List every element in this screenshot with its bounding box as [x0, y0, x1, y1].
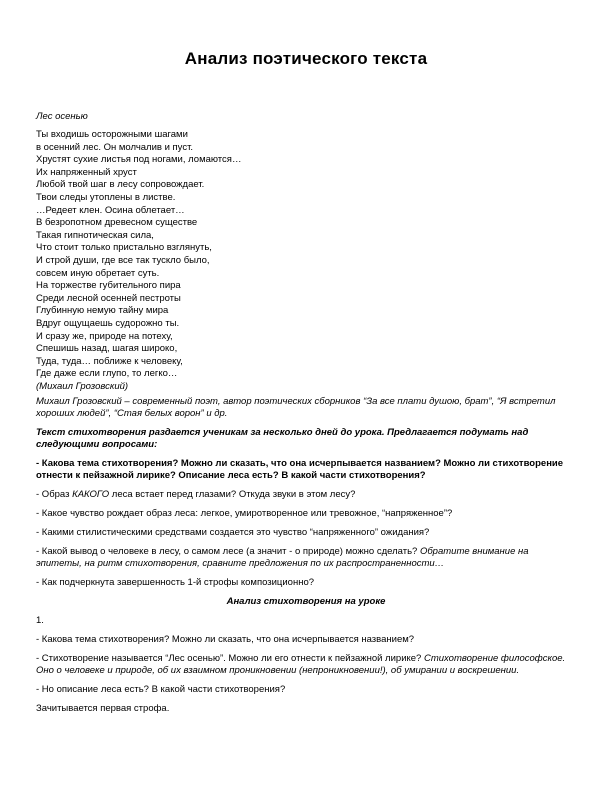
poem-line: И сразу же, природе на потеху,: [36, 330, 173, 342]
author-note-book: “За все плати душою, брат”: [363, 396, 492, 407]
question-5-hint: Обратите внимание на эпитеты, на ритм стихотворения, сравните предложения по их распространенности…: [36, 546, 529, 569]
poem-line: Ты входишь осторожными шагами: [36, 129, 188, 140]
poem-line: Спешишь назад, шагая широко,: [36, 343, 178, 355]
poem-line: Что стоит только пристально взглянуть,: [36, 242, 212, 254]
poem-line: В безропотном древесном существе: [36, 217, 198, 229]
lesson-heading: Анализ стихотворения на уроке: [226, 596, 386, 607]
poem-line: Глубинную немую тайну мира: [36, 305, 169, 317]
question-2: [36, 489, 576, 501]
question-5: [36, 546, 576, 570]
intro-paragraph: Текст стихотворения раздается ученикам за несколько дней до урока. Предлагается подумать над следующими вопросами:: [36, 427, 529, 450]
author-note-book: “Я встретил хороших людей”: [36, 396, 556, 419]
lesson-question-2-text: - Стихотворение называется “Лес осенью”. Можно ли его отнести к пейзажной лирике?: [36, 653, 424, 664]
poem-line: …Редеет клен. Осина облетает…: [36, 204, 185, 216]
question-1: - Какова тема стихотворения? Можно ли сказать, что она исчерпывается названием? Можно ли стихотворение отнести к пейзажной лирике? Описание леса есть? В какой части стихотворения?: [36, 458, 564, 481]
poem-line: Такая гипнотическая сила,: [36, 229, 154, 241]
poem-text: [36, 129, 576, 393]
question-4: - Какими стилистическими средствами создается это чувство “напряженного” ожидания?: [36, 527, 430, 538]
poem-title: Лес осенью: [36, 111, 88, 122]
author-note-sep: ,: [491, 396, 497, 407]
lesson-number: 1.: [36, 615, 44, 626]
author-note: [36, 396, 576, 420]
poem-line: в осенний лес. Он молчалив и пуст.: [36, 141, 194, 153]
poem-line: Туда, туда… поближе к человеку,: [36, 355, 183, 367]
question-3: - Какое чувство рождает образ леса: легкое, умиротворенное или тревожное, “напряженное”?: [36, 508, 453, 519]
poem-line: Среди лесной осенней пестроты: [36, 292, 181, 304]
lesson-note: Зачитывается первая строфа.: [36, 703, 170, 714]
author-note-text: Михаил Грозовский – современный поэт, автор поэтических сборников: [36, 396, 364, 407]
lesson-question-2-answer: Стихотворение философское. Оно о человеке и природе, об их взаимном проникновении (непроникновении!), об умирании и воскрешении.: [36, 653, 566, 676]
poem-author: (Михаил Грозовский): [36, 380, 129, 392]
page-title: Анализ поэтического текста: [184, 49, 428, 68]
poem-line: Их напряженный хруст: [36, 166, 137, 178]
poem-line: совсем иную обретает суть.: [36, 267, 160, 279]
poem-line: На торжестве губительного пира: [36, 280, 181, 292]
author-note-sep: ,: [108, 408, 114, 419]
author-note-book: “Стая белых ворон”: [113, 408, 204, 419]
poem-line: Вдруг ощущаешь судорожно ты.: [36, 317, 180, 329]
question-2-emphasis: КАКОГО: [72, 489, 110, 500]
lesson-question-2: [36, 653, 576, 677]
poem-line: И строй души, где все так тускло было,: [36, 254, 210, 266]
poem-line: Твои следы утоплены в листве.: [36, 191, 176, 203]
question-6: - Как подчеркнута завершенность 1-й строфы композиционно?: [36, 577, 315, 588]
question-2-text: - Образ: [36, 489, 73, 500]
question-5-text: - Какой вывод о человеке в лесу, о самом лесе (а значит - о природе) можно сделать?: [36, 546, 420, 557]
poem-line: Любой твой шаг в лесу сопровождает.: [36, 179, 205, 191]
poem-line: Хрустят сухие листья под ногами, ломаются…: [36, 154, 242, 166]
lesson-question-1: - Какова тема стихотворения? Можно ли сказать, что она исчерпывается названием?: [36, 634, 415, 645]
poem-line: Где даже если глупо, то легко…: [36, 368, 178, 380]
author-note-suffix: и др.: [203, 408, 228, 419]
question-2-text: леса встает перед глазами? Откуда звуки в этом лесу?: [109, 489, 356, 500]
lesson-question-3: - Но описание леса есть? В какой части стихотворения?: [36, 684, 286, 695]
document-body: [36, 396, 576, 722]
